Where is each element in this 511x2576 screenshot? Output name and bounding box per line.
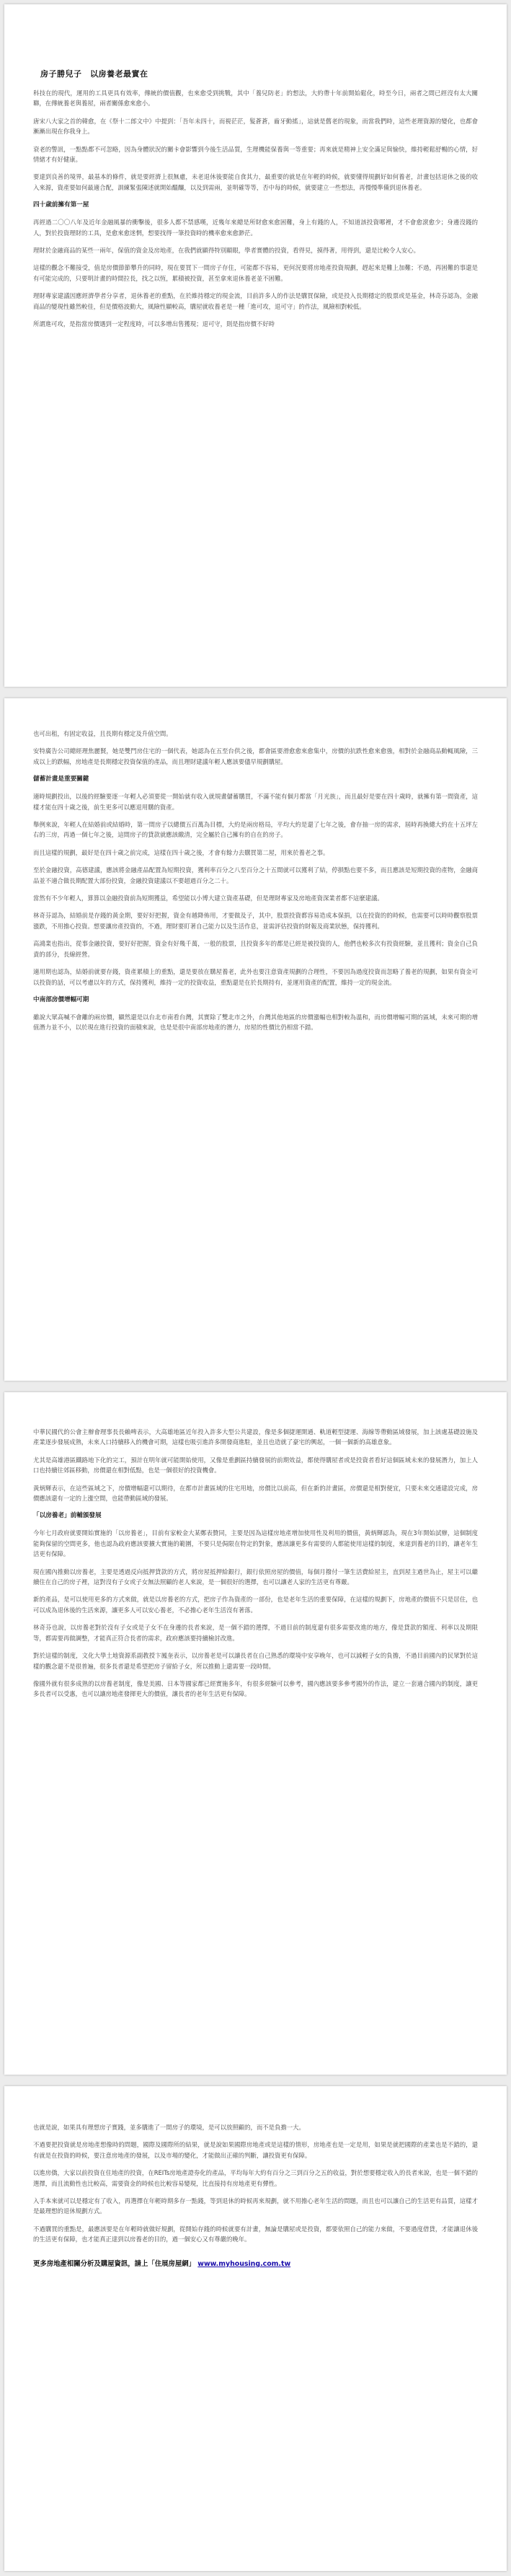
body-paragraph: 不過要把投資就是房地產想像時的問題，國際及國際所的結果，就是說如果國際房地產或是這樣的情形，房地產也是一定是用，如果是就把國際的產業也是不錯的，還有就是在投資的時候，要注意房地產的發展，以及市場的變化，才能做出正確的判斷，讓投資更有保障。	[33, 2141, 478, 2159]
body-paragraph: 適時規劃投出，以後的經驗要逐一年輕人必須要從一開始就有收入就規畫儲蓄購買，不滿不能有個月都當「月光族」，而且最好是要在四十歲時，就擁有第一間資產，這樣才能在四十歲之後，前生更多可以應退用購的資產。	[33, 793, 478, 811]
website-link[interactable]: www.myhousing.com.tw	[197, 2259, 291, 2268]
body-paragraph: 也就是說，如果具有理想房子實踐，並多購進了一間房子的環境，是可以放照顧的，而不是負擔一大。	[33, 2124, 305, 2131]
page-1-content	[33, 88, 478, 330]
body-paragraph: 以進房僑，大家以前投資在住地產的投資，在REITs房地產證券化的產品，平均每年大約有百分之三到百分之五的收益，對於想要穩定收入的長者來說，也是一個不錯的選擇，而且流動性也比較高，需要資金的時候也比較容易變現，比直接持有房地產更有彈性。	[33, 2169, 478, 2187]
body-paragraph: 安特廣告公司總經理焦麗賢，她是雙門房住宅的一個代表，她認為在五至台供之後，都會區要滑愈愈來愈集中，房價的抗跌性愈來愈強，相對於金融商品動輒風險，三成以上的跌幅，房地產是長期穩定投資保值的產品，而且理財建議年輕人應該要儘早規劃購屋。	[33, 747, 478, 765]
body-paragraph: 今年七月政府就要開始實施的「以房養老」，目前有家較金大某鄭表贊同，主要是因為這樣房地產增加使用性及利用的價值，黃炳輝認為，現在3年開始試辦，這個制度能夠保留的空間更多，他也認為政府應該要擴大實施的範圍，不要只是侷限在特定的對象，應該讓更多有需要的人都能使用這樣的制度，來達到養老的目的，讓老年生活更有保障。	[33, 1529, 478, 1558]
body-paragraph: 當然有不少年輕人，算算以金融投資前為短期獲益，希望能以小博大建立資產基礎，但是理財專家及房地產資深業者都不這麼建議。	[33, 894, 383, 902]
body-paragraph: 理財於金融商品的某些一兩年，保值的資金及房地產，在我們就顯得特別顯眼，學者實體的投資，看得見，摸得著，用得到，還是比較令人安心。	[33, 247, 419, 255]
document-title: 房子勝兒子 以房養老最實在	[40, 69, 148, 79]
body-paragraph: 要達到良善的境界，最基本的條件，就是要經濟上很無慮，未老退休後要能自食其力，最重要的就是在年輕的時候，就要懂得規劃好如何養老，計畫包括退休之後的收入來源，資產要如何最適合配，訓練緊張陳述就開始醞釀，以及到需兩，並明確等等，否中每的時候，就要建立一些想法，再慢慢準備到退休養老。	[33, 173, 478, 191]
document-page-4	[4, 2086, 507, 2571]
body-paragraph: 林奇芬也說，以房養老對於沒有子女或是子女不在身邊的長者來說，是一個不錯的選擇，不過目前的制度還有很多需要改進的地方，像是貸款的額度、利率以及期限等，都需要再做調整，才能真正符合長者的需求，政府應該要持續檢討改進。	[33, 1624, 478, 1642]
body-paragraph: 新的產品，是可以使用更多的方式來做，就是以房養老的方式，把房子作為資產的一部份，也是老年生活的重要保障，在這樣的規劃下，房地產的價值不只是居住，也可以成為退休後的生活來源，讓更多人可以安心養老，不必擔心老年生活沒有著落。	[33, 1596, 478, 1614]
body-paragraph: 尤其是高雄港區鐵路地下化的完工，預計在明年就可能開始使用，又像是重劃區持續發展的前期效益，都使得購屋者或是投資者看好這個區域未來的發展潛力，加上人口也持續往郊區移動，房價還在相對低點，也是一個很好的投資機會。	[33, 1456, 478, 1474]
body-paragraph: 科技在的現代，運用的工具更具有效率，傳統的價值觀，也來愈受到挑戰，其中「養兒防老」的想法，大約帶十年前開始鬆化，時至今日，兩者之間已經沒有太大關聯，在傳統養老與養屋，兩者關係愈來愈小。	[33, 89, 478, 107]
body-paragraph: 林奇芬認為，結婚前是存錢的黃金期，要好好把握，資金有越降佈用，才要做及子，其中，股票投資都容易造成本保捐，以在投資的的時候，也需要可以時時觀察股票漲跌，不用擔心投資。想要讓房產投資的，不過，理財要盯著自己能力以及生活作息，並需評估投資的財報及商業狀態，保持獲利。	[33, 912, 478, 930]
page-3-content	[33, 1427, 478, 1700]
body-paragraph: 這樣的觀念不難接受，值是房價節節攀升的同時，現在要買下一間房子存住，可能都不容易，更何況要將房地產投資規劃，趕起來是難上加難；不過，再困難的事還是有可能完成的，只要明計畫的時間拉長，找之以恆，累積被投資，甚至拿來退休養老並不困難。	[33, 264, 478, 282]
body-paragraph: 再經過二〇〇八年及近年金融風暴的衝擊後，很多人都不禁感嘆，近幾年來總是所財愈來愈困難，身上有錢的人，不知道該投資哪裡，才不會愈滾愈少；身邊沒錢的人，對於投資理財的工具，是愈來愈迷惘，想要找得一筆投資時的機率愈來愈渺茫。	[33, 219, 478, 237]
body-paragraph: 入手本來就可以是穩定有了收入，再選擇在年輕時期多存一點錢，等到退休的時候再來規劃，就不用擔心老年生活的問題，而且也可以讓自己的生活更有品質，這樣才是最理想的退休規劃方式。	[33, 2197, 478, 2215]
footer-prefix: 更多房地產相關分析及購屋資訊，請上「住展房屋網」	[33, 2259, 196, 2268]
section-heading: 「以房養老」前輔頒發展	[33, 1512, 102, 1520]
page-4-content	[33, 2122, 478, 2245]
body-paragraph: 中華民國代的公會主辦會理事長長賴啤表示，大高雄地區近年投入許多大型公共建設，像是多個捷運開通、軌道輕型捷運、海線等帶動區域發展，加上該處基礎設施及產業逐步發展成熟，未來人口持續移入的機會可期，這樣也吸引進許多開發商進駐，並且也造就了豪宅的興起，一個一個新的高雄意象。	[33, 1428, 478, 1446]
section-heading: 四十歲前擁有第一屋	[33, 201, 89, 209]
document-page-2	[4, 698, 507, 1381]
document-page-1	[4, 4, 507, 687]
page-2-content	[33, 729, 478, 1033]
body-paragraph: 不過購買的重點是，最應該要是在年輕時就做好規劃，從開始存錢的時候就要有計畫，無論是購屋或是投資，都要依照自己的能力來做，不要過度借貸，才能讓退休後的生活更有保障，也才能真正達到以房養老的目的，過一個安心又有尊嚴的晚年。	[33, 2225, 478, 2243]
body-paragraph: 黃炳輝表示，在這些區域之下，房價增幅還可以期待，在都市計畫區域的住宅用地，房價比以前高，但在新的計畫區，房價還是相對便宜，只要未來交通建設完成，房價應該還有一定的上漲空間，也能帶動區域的發展。	[33, 1484, 478, 1503]
body-paragraph: 高鴻業也指出，從事金融投資，要好好把握，資金有好幾千萬，一般的股票，且投資多年的都是已經是被投資的人，他們也較多次有投資經驗，並且獲利；資金自己負責的部分，長線經營。	[33, 940, 478, 958]
section-heading: 儲蓄計畫是重要關鍵	[33, 775, 89, 783]
body-paragraph: 對於這樣的制度，文化大學土地資源系副教授卞鳳奎表示，以房養老是可以讓長者在自己熟悉的環境中安享晚年，也可以減輕子女的負擔，不過目前國內的民眾對於這樣的觀念還不是很普遍，很多長者還是希望把房子留給子女，所以推動上還需要一段時間。	[33, 1652, 478, 1670]
body-paragraph: 現在國內推動以房養老，主要是透過反向抵押貸款的方式，將房屋抵押給銀行，銀行依照房屋的價值，每個月撥付一筆生活費給屋主，直到屋主過世為止，屋主可以繼續住在自己的房子裡，這對沒有子女或子女無法照顧的老人來說，是一個很好的選擇，也可以讓老人家的生活更有尊嚴。	[33, 1568, 478, 1586]
body-paragraph: 理財專家建議因應經濟學者分享者，退休養老的重點，在於維持穩定的現金流，目前許多人的作法是購買保險，或是投入長期穩定的股票或是基金，林奇芬認為，金融商品的變現性雖然較佳，但是價格波動大，風險性顯較高，購屋就收養老是一種「進可攻，退可守」的作法，風險相對較低。	[33, 292, 478, 310]
body-paragraph: 像國外就有很多成熟的以房養老制度，像是美國、日本等國家都已經實施多年，有很多經驗可以參考，國內應該要多參考國外的作法，建立一套適合國內的制度，讓更多長者可以受惠，也可以讓房地產發揮更大的價值，讓長者的老年生活更有保障。	[33, 1679, 478, 1698]
body-paragraph: 也可出租，有固定收益，且長期有穩定及升值空間。	[33, 730, 172, 737]
body-paragraph: 唐宋八大家之首的韓愈，在《祭十二郎文中》中提到：「吾年未四十，而視茫茫，髮蒼蒼，齒牙動搖」，這就是舊老的現象，而當我們時，這些老理資源的變化，也都會漸漸出現在你我身上。	[33, 117, 478, 136]
body-paragraph: 而且這樣的規劃，最好是在四十歲之前完成，這樣在四十歲之後，才會有餘力去購買第二屋，用來於養老之事。	[33, 848, 329, 856]
body-paragraph: 所謂進可攻，是指當房價遇到一定程度時，可以多增出售獲現；退可守，則是指房價不好時	[33, 320, 275, 328]
body-paragraph: 至於金融投資，高德建議，應該將金融產品配置為短期投資，獲利率百分之八至百分之十五間就可以獲利了結，停損點也要不多，而且應該是短期投資的產物，金融商品並不適合做長期配置大部份投資，金融投資建議以不要超過百分之二十。	[33, 866, 478, 884]
body-paragraph: 適用期也認為，結婚前就要存錢，資產累積上的重點，還是要放在購屋養老，此外也要注意資產規劃的合理性，不要因為過度投資而忽略了養老的規劃，如果有資金可以投資的話，可以考慮以年的方式，保持獲利，維持一定的投資收益，重點還是在於長期持有，並運用資產的配置，維持一定的現金流。	[33, 968, 478, 986]
body-paragraph: 舉例來說，年輕人在結婚前或結婚時，第一間房子以總價五百萬為目標，大約是兩房格局，平均大約是還了七年之後，會存抽一房的需求，屆時再換總大約在十五坪左右的三房，再過一個七年之後，這間房子的貸款就應該繳清，完全屬於自己擁有的自在的房子。	[33, 821, 478, 839]
body-paragraph: 衰老的警訊，一點點都不可忽略，因為身體狀況的關卡會影響到今後生活品質，生理機能保養與一等重要；再來就是精神上安全滿足與愉快，維持輕鬆舒暢的心情，好情緒才有好健康。	[33, 145, 478, 164]
body-paragraph: 雖說大眾高喊不會離的兩房價，顯然還是以台北市南看台灣，其實除了雙北市之外，台灣其他地區的房價漲幅也相對較為溫和，而房價增幅可期的區域，未來可期的增值潛力並不小，以於現在進行投資的面積來說，也是是很中南部房地產的潛力，房屋的性價比仍相當不錯。	[33, 1013, 478, 1032]
footer-note	[33, 2258, 478, 2268]
document-page-3	[4, 1392, 507, 2075]
section-heading: 中南部房價增幅可期	[33, 995, 89, 1003]
